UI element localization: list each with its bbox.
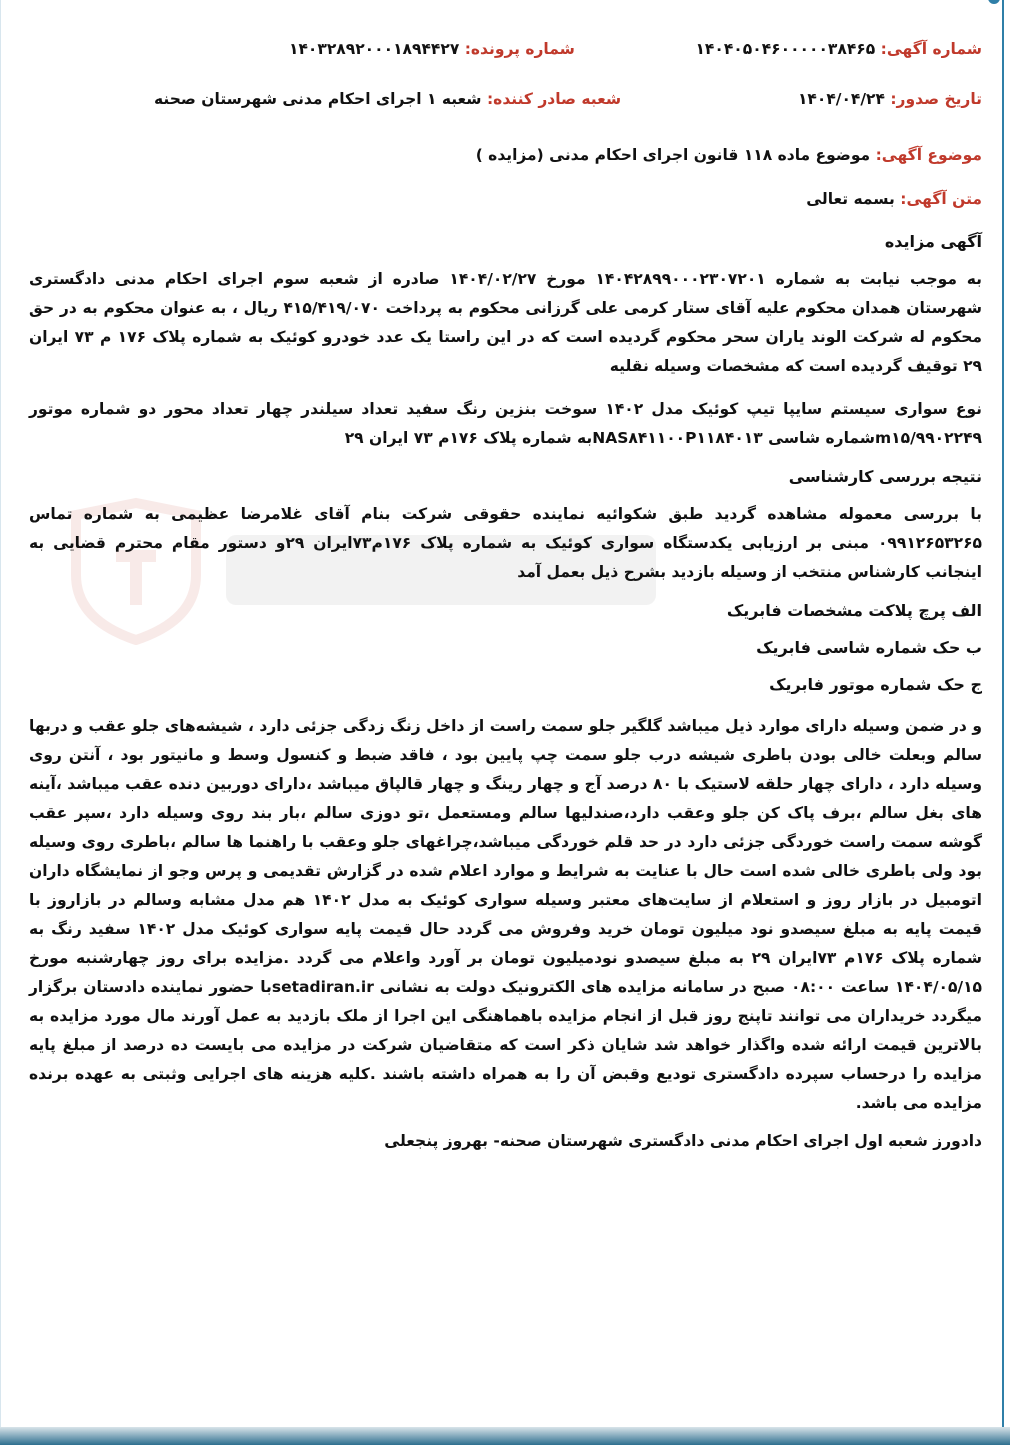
paragraph-mandate: به موجب نیابت به شماره ۱۴۰۴۲۸۹۹۰۰۰۲۳۰۷۲۰۱ مورخ ۱۴۰۴/۰۲/۲۷ صادره از شعبه سوم اجرای احکام مدنی دادگستری شهرستان همدان محکوم علیه آقای ستار کرمی علی گرزانی محکوم به پرداخت ۴۱۵/۴۱۹/۰۷۰ ریال ، به عنوان محکوم به در حق محکوم له شرکت الوند یاران سحر محکوم گردیده است که در این راستا یک عدد خودرو کوئیک به شماره پلاک ۱۷۶ م ۷۳ ایران ۲۹ توقیف گردیده است که مشخصات وسیله نقلیه [29,270,983,375]
item-a: الف پرچ پلاکت مشخصات فابریک [726,601,982,620]
notice-number: شماره آگهی: ۱۴۰۴۰۵۰۴۶۰۰۰۰۰۳۸۴۶۵ [695,40,982,58]
item-c: ج حک شماره موتور فابریک [769,675,982,694]
item-b: ب حک شماره شاسی فابریک [756,638,982,657]
meta-row-2 [29,90,982,140]
issuing-branch: شعبه صادر کننده: شعبه ۱ اجرای احکام مدنی شهرستان صحنه [154,90,622,108]
corner-marker-icon [988,0,1000,4]
case-number: شماره پرونده: ۱۴۰۳۲۸۹۲۰۰۰۱۸۹۴۴۲۷ [289,40,575,58]
notice-text-label: متن آگهی: بسمه تعالی [806,190,982,208]
expert-result-heading: نتیجه بررسی کارشناسی [788,467,982,486]
meta-row-1 [29,40,982,90]
issue-date: تاریخ صدور: ۱۴۰۴/۰۴/۲۴ [797,90,982,108]
paragraph-vehicle-specs: نوع سواری سیستم سایپا تیپ کوئیک مدل ۱۴۰۲ سوخت بنزین رنگ سفید تعداد سیلندر چهار تعداد محور دو شماره موتور m۱۵/۹۹۰۲۲۴۹شماره شاسی NAS۸۴۱۱۰۰P۱۱۸۴۰۱۳به شماره پلاک ۱۷۶م ۷۳ ایران ۲۹ [29,400,982,447]
bottom-scroll-bar[interactable] [0,1427,1010,1445]
notice-document [29,40,982,1150]
paragraph-details: و در ضمن وسیله دارای موارد ذیل میباشد گلگیر جلو سمت راست از داخل زنگ زدگی جزئی دارد ، شیشه‌های جلو عقب و دربها سالم وبعلت خالی بودن باطری شیشه درب جلو سمت چپ پایین بود ، فاقد ضبط و کنسول وسط و مانیتور بود ، آنتن روی وسیله دارد ، دارای چهار حلقه لاستیک با ۸۰ درصد آج و چهار رینگ و چهار قالپاق میباشد ،دارای دوربین دنده عقب میباشد ،آینه های بغل سالم ،برف پاک کن جلو وعقب دارد،صندلیها سالم ومستعمل ،تو دوزی سالم ،بار بند روی وسیله دارد ،سپر عقب گوشه سمت راست خوردگی جزئی دارد در حد قلم خوردگی میباشد،چراغهای جلو وعقب با راهنما ها سالم ،باطری روی وسیله بود ولی باطری خالی شده است حال با عنایت به شرایط و موارد اعلام شده در گزارش تقدیمی و پرس وجو از نمایشگاه داران اتومبیل در بازار روز و استعلام از سایت‌های معتبر وسیله سواری کوئیک به مدل ۱۴۰۲ هم مدل مشابه وسالم در بازاروز با قیمت پایه به مبلغ سیصدو نود میلیون تومان خرید وفروش می گردد حال قیمت پایه سواری کوئیک مدل ۱۴۰۲ سفید رنگ به شماره پلاک ۱۷۶م ۷۳ایران ۲۹ به مبلغ سیصدو نودمیلیون تومان بر آورد واعلام می گردد .مزایده برای روز چهارشنبه مورخ ۱۴۰۴/۰۵/۱۵ ساعت ۰۸:۰۰ صبح در سامانه مزایده های الکترونیک دولت به نشانی setadiran.irبا حضور نماینده دادستان برگزار میگردد خریداران می توانند تاپنج روز قبل از انجام مزایده باهماهنگی این اجرا از ملک بازدید به عمل آورند مال مورد مزایده به بالاترین قیمت ارائه شده واگذار خواهد شد شایان ذکر است که متقاضیان شرکت در مزایده می بایست ده درصد از مبلغ پایه مزایده را درحساب سپرده دادگستری تودیع وقبض آن را به همراه داشته باشند .کلیه هزینه های اجرایی وثبتی به عهده برنده مزایده می باشد. [29,717,983,1112]
signature-line: دادورز شعبه اول اجرای احکام مدنی دادگستری شهرستان صحنه- بهروز پنجعلی [384,1132,982,1150]
auction-title: آگهی مزایده [884,232,982,251]
paragraph-inspection: با بررسی معموله مشاهده گردید طبق شکوائیه نماینده حقوقی شرکت بنام آقای غلامرضا عظیمی به شماره تماس ۰۹۹۱۲۶۵۳۲۶۵ مبنی بر ارزیابی یکدستگاه سواری کوئیک به شماره پلاک ۱۷۶م۷۳ایران ۲۹و دستور مقام محترم قضایی به اینجانب کارشناس منتخب از وسیله بازدید بشرح ذیل بعمل آمد [29,505,983,581]
notice-subject: موضوع آگهی: موضوع ماده ۱۱۸ قانون اجرای احکام مدنی (مزایده ) [475,146,982,164]
